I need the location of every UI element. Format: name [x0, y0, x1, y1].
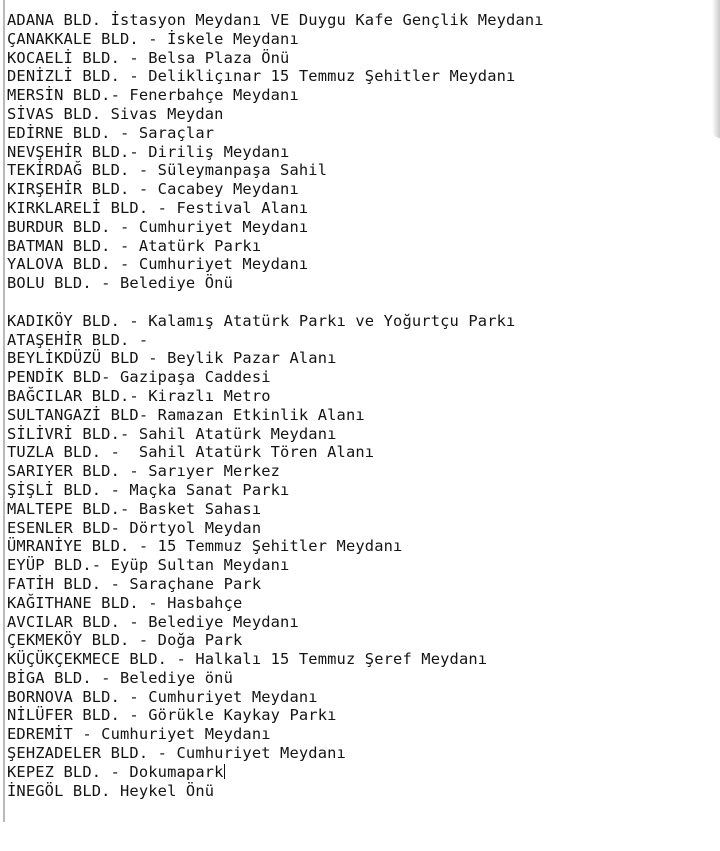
- text-line[interactable]: [7, 143, 712, 162]
- text-content-area[interactable]: [7, 11, 712, 826]
- text-line[interactable]: [7, 519, 712, 538]
- line-text: ÇEKMEKÖY BLD. - Doğa Park: [7, 631, 243, 650]
- text-line[interactable]: [7, 105, 712, 124]
- text-cursor: [224, 764, 225, 779]
- line-text: NEVŞEHİR BLD.- Diriliş Meydanı: [7, 142, 290, 161]
- line-text: KOCAELİ BLD. - Belsa Plaza Önü: [7, 48, 290, 67]
- text-line[interactable]: [7, 218, 712, 237]
- line-text: KIRŞEHİR BLD. - Cacabey Meydanı: [7, 180, 299, 199]
- text-line[interactable]: [7, 537, 712, 556]
- line-text: KIRKLARELİ BLD. - Festival Alanı: [7, 198, 309, 217]
- text-line[interactable]: [7, 425, 712, 444]
- line-text: BOLU BLD. - Belediye Önü: [7, 274, 233, 293]
- line-text: BAĞCILAR BLD.- Kirazlı Metro: [7, 386, 271, 405]
- text-line[interactable]: [7, 462, 712, 481]
- line-text: ADANA BLD. İstasyon Meydanı VE Duygu Kafe Gençlik Meydanı: [7, 11, 544, 29]
- text-line[interactable]: [7, 124, 712, 143]
- line-text: KAĞITHANE BLD. - Hasbahçe: [7, 593, 243, 612]
- window-edge-shadow: [712, 0, 720, 138]
- text-line[interactable]: [7, 613, 712, 632]
- text-line[interactable]: [7, 763, 712, 782]
- text-line[interactable]: [7, 180, 712, 199]
- line-text: ÜMRANİYE BLD. - 15 Temmuz Şehitler Meydanı: [7, 537, 403, 556]
- line-text: DENİZLİ BLD. - Delikliçınar 15 Temmuz Şehitler Meydanı: [7, 67, 516, 86]
- line-text: ŞEHZADELER BLD. - Cumhuriyet Meydanı: [7, 744, 346, 763]
- text-line[interactable]: [7, 650, 712, 669]
- line-text: MERSİN BLD.- Fenerbahçe Meydanı: [7, 86, 299, 105]
- line-text: MALTEPE BLD.- Basket Sahası: [7, 499, 262, 518]
- line-text: EDREMİT - Cumhuriyet Meydanı: [7, 725, 271, 744]
- text-line[interactable]: [7, 406, 712, 425]
- text-line[interactable]: [7, 49, 712, 68]
- text-line[interactable]: [7, 706, 712, 725]
- text-line[interactable]: [7, 631, 712, 650]
- blank-line[interactable]: [7, 293, 712, 312]
- line-text: BATMAN BLD. - Atatürk Parkı: [7, 236, 262, 255]
- line-text: BİGA BLD. - Belediye önü: [7, 668, 233, 687]
- line-text: TEKİRDAĞ BLD. - Süleymanpaşa Sahil: [7, 161, 328, 180]
- line-text: BURDUR BLD. - Cumhuriyet Meydanı: [7, 217, 309, 236]
- text-line[interactable]: [7, 30, 712, 49]
- line-text: SULTANGAZİ BLD- Ramazan Etkinlik Alanı: [7, 405, 365, 424]
- line-text: EYÜP BLD.- Eyüp Sultan Meydanı: [7, 556, 290, 575]
- line-text: KADIKÖY BLD. - Kalamış Atatürk Parkı ve Yoğurtçu Parkı: [7, 311, 516, 330]
- line-text: EDİRNE BLD. - Saraçlar: [7, 123, 215, 142]
- line-text: YALOVA BLD. - Cumhuriyet Meydanı: [7, 255, 309, 274]
- text-line[interactable]: [7, 556, 712, 575]
- text-line[interactable]: [7, 669, 712, 688]
- text-line[interactable]: [7, 161, 712, 180]
- text-line[interactable]: [7, 312, 712, 331]
- text-line[interactable]: [7, 725, 712, 744]
- line-text: PENDİK BLD- Gazipaşa Caddesi: [7, 368, 271, 387]
- text-line[interactable]: [7, 594, 712, 613]
- line-text: SARIYER BLD. - Sarıyer Merkez: [7, 462, 281, 481]
- line-text: TUZLA BLD. - Sahil Atatürk Tören Alanı: [7, 443, 375, 462]
- text-line[interactable]: [7, 575, 712, 594]
- line-text: ESENLER BLD- Dörtyol Meydan: [7, 518, 262, 537]
- line-text: ATAŞEHİR BLD. -: [7, 330, 149, 349]
- text-line[interactable]: [7, 331, 712, 350]
- line-text: KÜÇÜKÇEKMECE BLD. - Halkalı 15 Temmuz Şeref Meydanı: [7, 650, 488, 669]
- text-line[interactable]: [7, 744, 712, 763]
- text-line[interactable]: [7, 237, 712, 256]
- text-line[interactable]: [7, 274, 712, 293]
- text-line[interactable]: [7, 67, 712, 86]
- text-line[interactable]: [7, 368, 712, 387]
- editor-left-border: [3, 0, 5, 822]
- line-text: İNEGÖL BLD. Heykel Önü: [7, 781, 215, 800]
- line-text: FATİH BLD. - Saraçhane Park: [7, 574, 262, 593]
- line-text: BEYLİKDÜZÜ BLD - Beylik Pazar Alanı: [7, 349, 337, 368]
- line-text: ÇANAKKALE BLD. - İskele Meydanı: [7, 29, 299, 48]
- line-text: SİLİVRİ BLD.- Sahil Atatürk Meydanı: [7, 424, 337, 443]
- text-line[interactable]: [7, 500, 712, 519]
- text-line[interactable]: [7, 199, 712, 218]
- text-line[interactable]: [7, 782, 712, 801]
- line-text: KEPEZ BLD. - Dokumapark: [7, 762, 224, 781]
- text-line[interactable]: [7, 688, 712, 707]
- text-line[interactable]: [7, 349, 712, 368]
- line-text: NİLÜFER BLD. - Görükle Kaykay Parkı: [7, 706, 337, 725]
- line-text: BORNOVA BLD. - Cumhuriyet Meydanı: [7, 687, 318, 706]
- text-line[interactable]: [7, 11, 712, 30]
- text-line[interactable]: [7, 86, 712, 105]
- text-line[interactable]: [7, 481, 712, 500]
- line-text: SİVAS BLD. Sivas Meydan: [7, 104, 224, 123]
- line-text: AVCILAR BLD. - Belediye Meydanı: [7, 612, 299, 631]
- text-line[interactable]: [7, 443, 712, 462]
- line-text: ŞİŞLİ BLD. - Maçka Sanat Parkı: [7, 480, 290, 499]
- text-line[interactable]: [7, 255, 712, 274]
- text-line[interactable]: [7, 387, 712, 406]
